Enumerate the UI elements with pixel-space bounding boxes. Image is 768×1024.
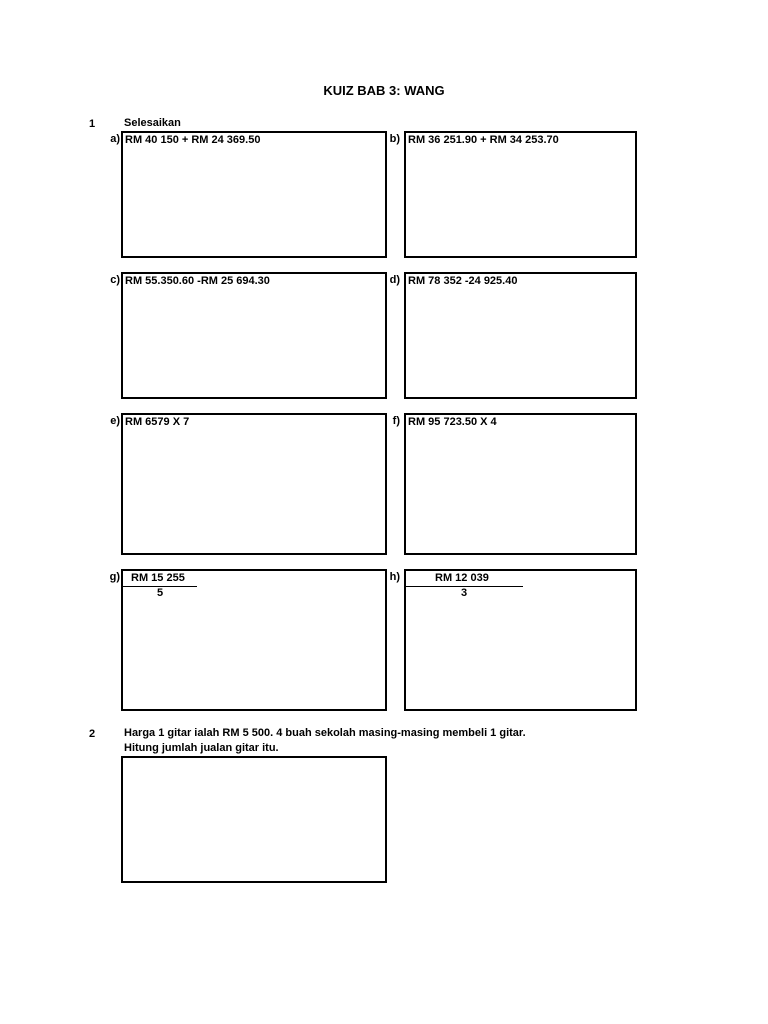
item-f-label: f) <box>392 415 400 427</box>
item-b-label: b) <box>389 133 400 145</box>
item-a-answer-box[interactable] <box>121 131 387 258</box>
item-d-answer-box[interactable] <box>404 272 637 399</box>
item-h-answer-box[interactable] <box>404 569 637 711</box>
page-title: KUIZ BAB 3: WANG <box>323 83 445 98</box>
item-e-problem: RM 6579 X 7 <box>125 416 190 428</box>
item-d-problem: RM 78 352 -24 925.40 <box>408 275 518 287</box>
item-c-answer-box[interactable] <box>121 272 387 399</box>
item-g-label: g) <box>109 571 120 583</box>
question-2-line-2: Hitung jumlah jualan gitar itu. <box>124 742 279 754</box>
item-c-problem: RM 55.350.60 -RM 25 694.30 <box>125 275 270 287</box>
question-1-number: 1 <box>89 118 96 130</box>
item-g-answer-box[interactable] <box>121 569 387 711</box>
question-2-line-1: Harga 1 gitar ialah RM 5 500. 4 buah sekolah masing-masing membeli 1 gitar. <box>124 727 526 739</box>
item-g-denominator: 5 <box>157 587 164 599</box>
item-c-label: c) <box>110 274 120 286</box>
item-g-numerator: RM 15 255 <box>131 572 185 584</box>
question-1-instruction: Selesaikan <box>124 117 181 129</box>
item-d-label: d) <box>389 274 400 286</box>
item-b-answer-box[interactable] <box>404 131 637 258</box>
item-f-problem: RM 95 723.50 X 4 <box>408 416 497 428</box>
item-e-answer-box[interactable] <box>121 413 387 555</box>
item-a-label: a) <box>110 133 120 145</box>
question-2-answer-box[interactable] <box>121 756 387 883</box>
question-2-number: 2 <box>89 728 96 740</box>
item-h-label: h) <box>389 571 400 583</box>
item-e-label: e) <box>110 415 120 427</box>
item-f-answer-box[interactable] <box>404 413 637 555</box>
item-h-denominator: 3 <box>461 587 468 599</box>
item-a-problem: RM 40 150 + RM 24 369.50 <box>125 134 261 146</box>
item-h-numerator: RM 12 039 <box>435 572 489 584</box>
item-b-problem: RM 36 251.90 + RM 34 253.70 <box>408 134 559 146</box>
